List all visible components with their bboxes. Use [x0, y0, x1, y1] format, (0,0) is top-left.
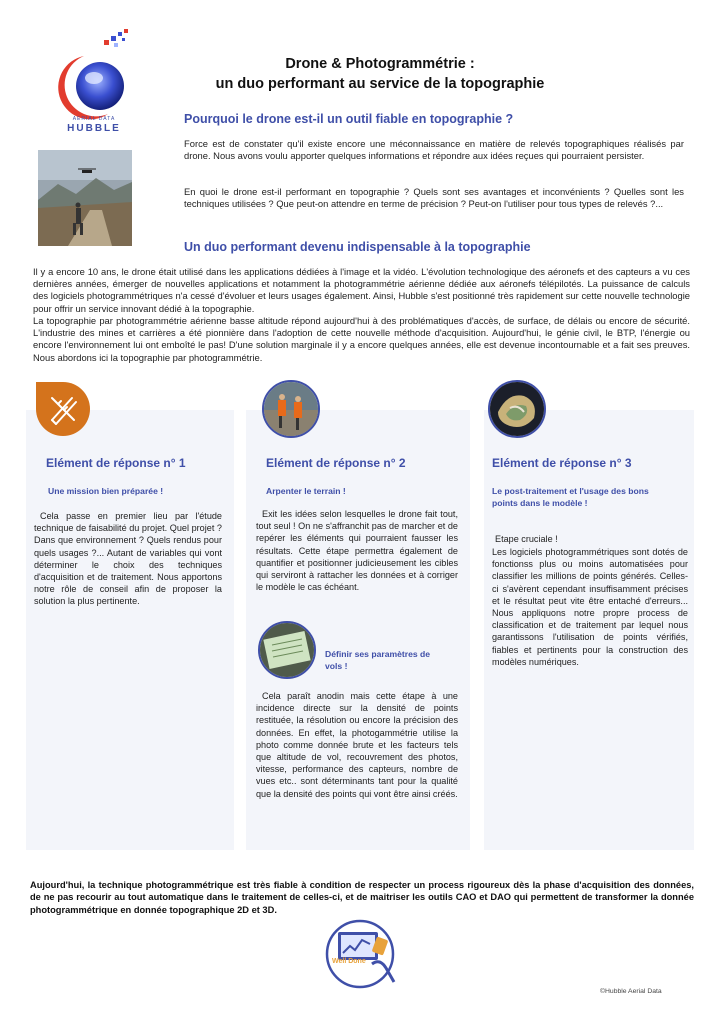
section1-paragraph-2: En quoi le drone est-il performant en topographie ? Quels sont ses avantages et inconvénients ? Quelles sont les techniques utilisées ? Que peut-on attendre en terme de précision ? Peut-on l'utiliser pour tous types de relevés ?... [184, 186, 684, 210]
page-title [170, 54, 590, 94]
well-done-icon [324, 918, 404, 990]
answer-2-subtitle: Arpenter le terrain ! [266, 486, 346, 496]
drone-photo [38, 150, 132, 246]
answer-1-text: Cela passe en premier lieu par l'étude technique de faisabilité du projet. Quel projet ? Dans que environnement ? Quels rendus pour quels usages ?... Autant de variables qui vont déterminer le choix des techniques d'acquisition et de traitement. Nous apportons notre rôle de conseil afin de proposer la solution la plus pertinente. [34, 511, 222, 607]
answer-3-subtitle: Le post-traitement et l'usage des bons points dans le modèle ! [492, 486, 649, 508]
field-survey-photo [262, 380, 320, 438]
copyright: ©Hubble Aerial Data [600, 988, 662, 995]
answer-1-title: Elément de réponse n° 1 [46, 456, 186, 470]
title-line-1: Drone & Photogrammétrie : [285, 56, 475, 72]
answer-2-text: Exit les idées selon lesquelles le drone fait tout, tout seul ! On ne s'affranchit pas de marcher et de repérer les éléments qui pourraient fausser les résultats. Cette étape permettra également de quantifier et positionner judicieusement les cibles qui serviront à rattacher les données et à corriger le modèle le cas échéant. [256, 509, 458, 593]
section1-heading: Pourquoi le drone est-il un outil fiable en topographie ? [184, 112, 514, 126]
badge-label: Well Done [332, 958, 366, 965]
section2-paragraph-2: La topographie par photogrammétrie aérienne basse altitude répond aujourd'hui à des problématiques d'accès, de surface, de délais ou encore de sécurité. L'industrie des mines et carrières a été pionnière dans l'adoption de cette nouvelle méthode d'acquisition. Aujourd'hui, le génie civil, le BTP, l'énergie ou encore l'environnement lui ont emboîté le pas! D'une solution marginale il y a encore quelques années, elle est devenue incontournable et a fait ses preuves. Nous abordons ici la topographie par photogrammétrie. [33, 315, 690, 363]
logo-name: HUBBLE [67, 123, 121, 134]
section2-paragraph-1: Il y a encore 10 ans, le drone était utilisé dans les applications dédiées à l'image et la vidéo. L'évolution technologique des aéronefs et des capteurs a vu ces dernières années, émerger de nouvelles applications et notamment la photogrammétrie aérienne dédiée aux aéronefs télépilotés. La puissance de calculs des logiciels photogrammétriques n'a cessé d'évoluer et leurs usages également. Ainsi, Hubble s'est positionné très rapidement sur cette nouvelle technologie pour offrir un service innovant dédié à la topographie. [33, 266, 690, 314]
logo-small-text: AERIAL DATA [72, 116, 116, 122]
section2-heading: Un duo performant devenu indispensable à la topographie [184, 240, 531, 254]
answer-3-text-lead: Etape cruciale ! [495, 534, 558, 544]
answer-1-subtitle: Une mission bien préparée ! [48, 486, 164, 496]
answer-2-title: Elément de réponse n° 2 [266, 456, 406, 470]
conclusion-text: Aujourd'hui, la technique photogrammétrique est très fiable à condition de respecter un process rigoureux dès la phase d'acquisition des données, de ne pas recourir au tout automatique dans le traitement de celles-ci, et de maitriser les outils CAO et DAO qui permettent de transformer la donnée photogrammétrique en donnée topographique 2D et 3D. [30, 880, 694, 915]
well-done-badge [324, 918, 404, 990]
answer-3-text: Les logiciels photogrammétriques sont dotés de fonctionss plus ou moins automatisées pour classifier les millions de points générés. Celles-ci s'avèrent cependant insuffisamment précises et le résultat peut vite être entaché d'erreurs... Nous appliquons notre propre process de classification et de traitement par lequel nous garantissons l'utilisation de points vérifiés, fiables et pertinents pour la construction des modèles numériques. [492, 547, 688, 667]
pencil-ruler-icon [34, 380, 92, 438]
hubble-logo [44, 26, 144, 138]
section1-paragraph-1: Force est de constater qu'il existe encore une méconnaissance en matière de relevés topographiques réalisés par drone. Nous avons voulu apporter quelques informations et répondre aux idées reçues qui pourraient persister. [184, 138, 684, 162]
answer-panel-1 [26, 410, 234, 850]
title-line-2: un duo performant au service de la topographie [215, 76, 545, 92]
flight-parameters-photo [258, 621, 316, 679]
answer-2-subtitle-2: Définir ses paramètres de vols ! [325, 649, 431, 671]
point-cloud-image [488, 380, 546, 438]
answer-3-title: Elément de réponse n° 3 [492, 456, 632, 470]
answer-2-text-2: Cela paraît anodin mais cette étape à une incidence directe sur la densité de points restituée, la résolution ou encore la précision des données. En effet, la photogammétrie utilise la photo comme donnée brute et les facteurs tels que altitude de vol, recouvrement des photos, vitesse, performance des capteurs, nombre de vues etc.. sont déterminants tant pour la qualité que la densité des points qui vont être ainsi créés. [256, 691, 458, 799]
